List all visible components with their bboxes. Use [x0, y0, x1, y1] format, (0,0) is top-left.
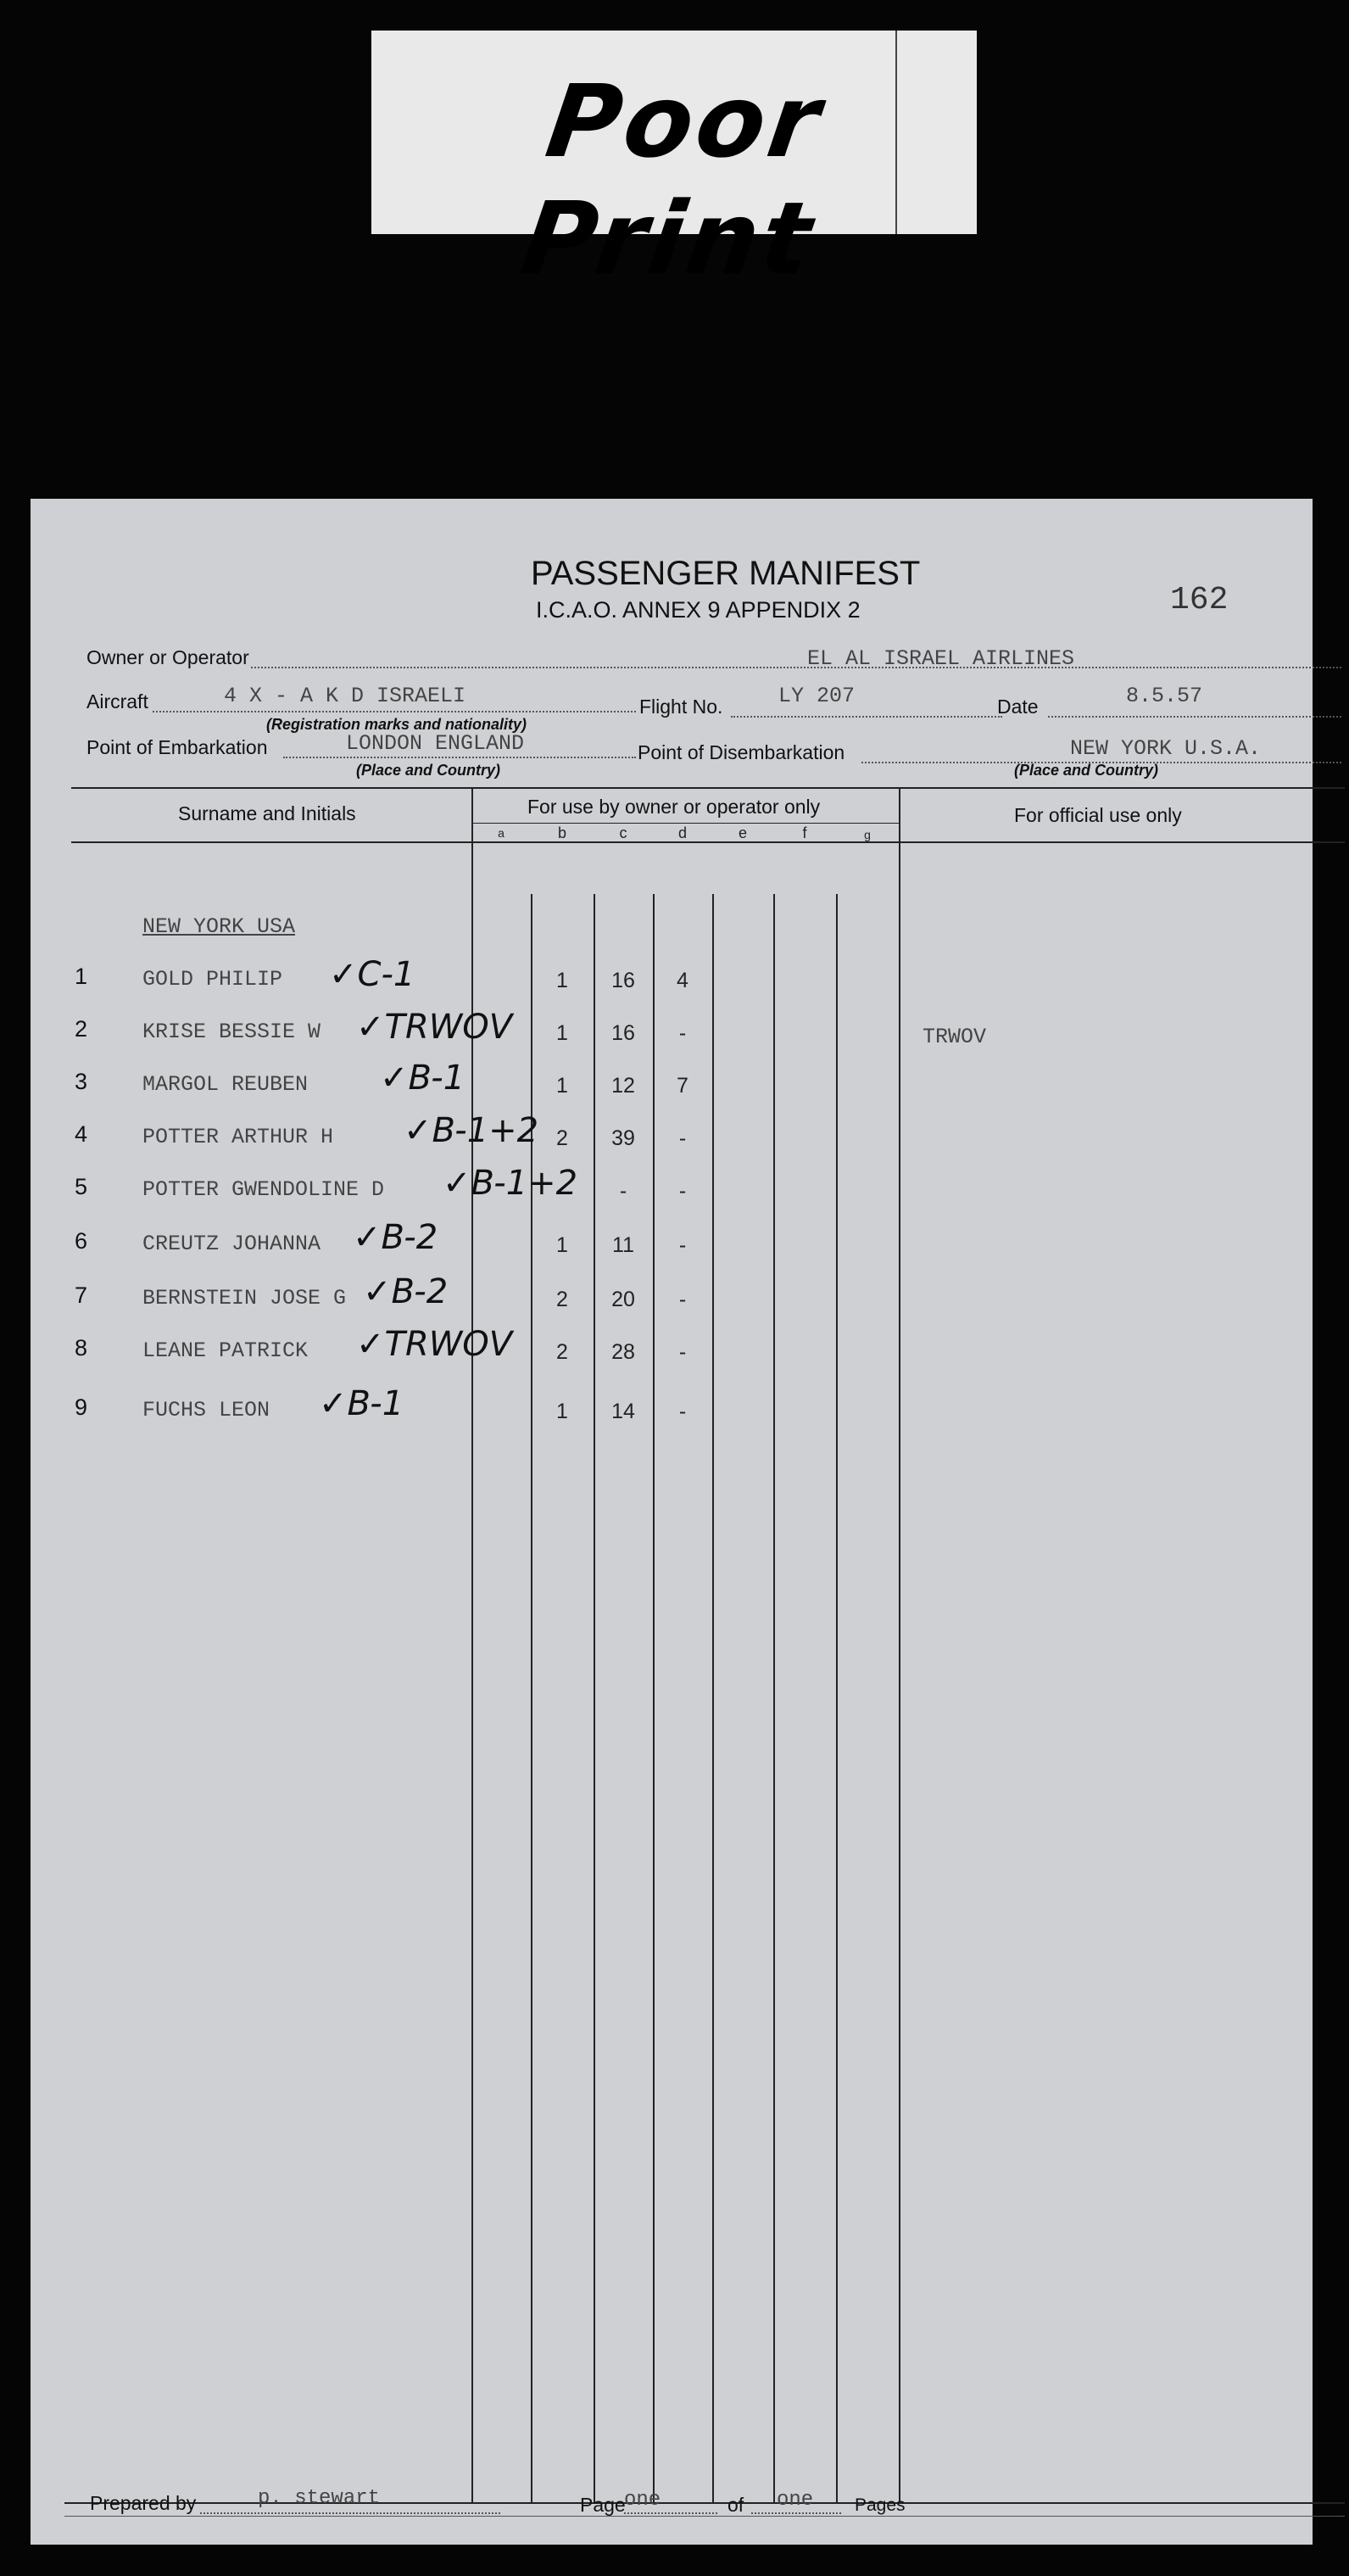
cell-c: 12: [611, 1074, 635, 1098]
subcol-rule: [471, 823, 899, 824]
cell-d: -: [678, 1179, 687, 1203]
cell-d: -: [678, 1340, 687, 1364]
owner-dotted-line: [251, 667, 1341, 668]
flight-dotted-line: [731, 716, 1002, 718]
of-dotted-line: [751, 2512, 841, 2514]
page-dotted-line: [624, 2512, 717, 2514]
cell-d: -: [678, 1400, 687, 1423]
table-bottom-rule: [64, 2502, 1345, 2504]
destination-heading: NEW YORK USA: [142, 914, 296, 939]
table-top-rule: [71, 787, 1345, 789]
col-line-e: [712, 894, 714, 2502]
passenger-name: MARGOL REUBEN: [142, 1072, 309, 1097]
stamp-fold-line: [895, 31, 897, 234]
subcol-f: f: [802, 824, 807, 841]
disembarkation-label: Point of Disembarkation: [638, 741, 845, 763]
handwritten-mark: ✓B-1: [319, 1384, 404, 1423]
embarkation-value: LONDON ENGLAND: [346, 731, 525, 756]
handwritten-mark: ✓B-2: [363, 1272, 449, 1311]
pages-label: Pages: [855, 2495, 906, 2515]
manifest-title: PASSENGER MANIFEST: [531, 555, 921, 592]
cell-d: -: [678, 1021, 687, 1045]
passenger-name: LEANE PATRICK: [142, 1338, 309, 1363]
col-line-f: [773, 894, 775, 2502]
cell-b: 2: [556, 1340, 568, 1364]
handwritten-mark: ✓B-1+2: [443, 1164, 578, 1203]
cell-d: -: [678, 1233, 687, 1257]
cell-b: 2: [556, 1126, 568, 1150]
handwritten-mark: ✓B-1+2: [404, 1111, 539, 1150]
handwritten-mark: ✓C-1: [329, 955, 415, 994]
page-label: Page: [580, 2494, 626, 2516]
subcol-b: b: [557, 824, 566, 841]
official-use-note: TRWOV: [923, 1025, 987, 1049]
passenger-name: POTTER GWENDOLINE D: [142, 1177, 385, 1202]
cell-d: 7: [677, 1074, 688, 1098]
handwritten-mark: ✓TRWOV: [356, 1325, 513, 1364]
subcol-d: d: [677, 824, 687, 841]
flight-label: Flight No.: [639, 696, 723, 718]
passenger-name: CREUTZ JOHANNA: [142, 1232, 321, 1256]
handwritten-mark: ✓B-1: [380, 1059, 465, 1098]
cell-b: 1: [556, 969, 568, 992]
cell-b: 1: [556, 1233, 568, 1257]
row-number: 9: [75, 1394, 88, 1420]
cell-c: 16: [611, 969, 635, 992]
handwritten-mark: ✓B-2: [353, 1218, 438, 1257]
prepared-value: p. stewart: [258, 2487, 381, 2510]
manifest-page-number: 162: [1170, 582, 1229, 618]
stamp-text: Poor Print: [515, 63, 830, 297]
poor-print-stamp: [371, 31, 977, 297]
cell-d: -: [678, 1288, 687, 1311]
flight-value: LY 207: [778, 684, 856, 708]
passenger-name: GOLD PHILIP: [142, 967, 283, 992]
aircraft-label: Aircraft: [86, 690, 148, 712]
aircraft-dotted-line: [153, 711, 636, 712]
manifest-sheet: [31, 499, 1313, 2545]
passenger-name: BERNSTEIN JOSE G: [142, 1286, 347, 1310]
cell-b: 1: [556, 1021, 568, 1045]
owner-value: EL AL ISRAEL AIRLINES: [807, 646, 1075, 671]
col-official-header: For official use only: [1014, 804, 1182, 826]
row-number: 7: [75, 1282, 88, 1308]
subcol-a: a: [498, 826, 504, 840]
passenger-name: POTTER ARTHUR H: [142, 1125, 334, 1149]
embarkation-label: Point of Embarkation: [86, 736, 268, 758]
footer-rule: [64, 2516, 1345, 2517]
cell-c: 11: [612, 1233, 634, 1257]
passenger-name: FUCHS LEON: [142, 1398, 270, 1422]
col-surname-header: Surname and Initials: [178, 802, 356, 824]
prepared-label: Prepared by: [90, 2492, 197, 2514]
passenger-name: KRISE BESSIE W: [142, 1020, 321, 1044]
row-number: 4: [75, 1121, 88, 1147]
date-value: 8.5.57: [1126, 684, 1203, 708]
cell-c: 28: [611, 1340, 635, 1364]
subcol-g: g: [864, 828, 871, 841]
cell-b: 2: [556, 1288, 568, 1311]
cell-c: 20: [611, 1288, 635, 1311]
handwritten-mark: ✓TRWOV: [356, 1008, 513, 1047]
embarkation-dotted-line: [283, 757, 636, 758]
of-label: of: [727, 2494, 744, 2516]
cell-b: 1: [556, 1400, 568, 1423]
cell-b: 1: [556, 1074, 568, 1098]
subcol-e: e: [738, 824, 747, 841]
row-number: 8: [75, 1335, 88, 1361]
date-label: Date: [997, 696, 1039, 718]
manifest-subtitle: I.C.A.O. ANNEX 9 APPENDIX 2: [536, 597, 861, 623]
row-number: 5: [75, 1174, 88, 1199]
owner-label: Owner or Operator: [86, 646, 249, 668]
embarkation-note: (Place and Country): [356, 762, 501, 779]
row-number: 6: [75, 1228, 88, 1254]
cell-d: 4: [677, 969, 688, 992]
row-number: 1: [75, 964, 88, 989]
row-number: 3: [75, 1069, 88, 1094]
of-value: one: [777, 2489, 814, 2512]
row-number: 2: [75, 1016, 88, 1042]
prepared-dotted-line: [200, 2512, 500, 2514]
subcol-c: c: [619, 824, 627, 841]
cell-c: -: [619, 1179, 627, 1203]
cell-c: 14: [611, 1400, 635, 1423]
registration-note: (Registration marks and nationality): [266, 716, 527, 733]
disembarkation-value: NEW YORK U.S.A.: [1070, 736, 1262, 761]
cell-c: 39: [611, 1126, 635, 1150]
col-line-g: [836, 894, 838, 2502]
disembarkation-note: (Place and Country): [1014, 762, 1159, 779]
aircraft-value: 4 X - A K D ISRAELI: [224, 684, 466, 708]
col-line-official: [899, 787, 900, 2502]
page-value: one: [624, 2489, 661, 2512]
date-dotted-line: [1048, 716, 1341, 718]
cell-d: -: [678, 1126, 687, 1150]
col-owner-use-header: For use by owner or operator only: [527, 796, 821, 818]
cell-c: 16: [611, 1021, 635, 1045]
